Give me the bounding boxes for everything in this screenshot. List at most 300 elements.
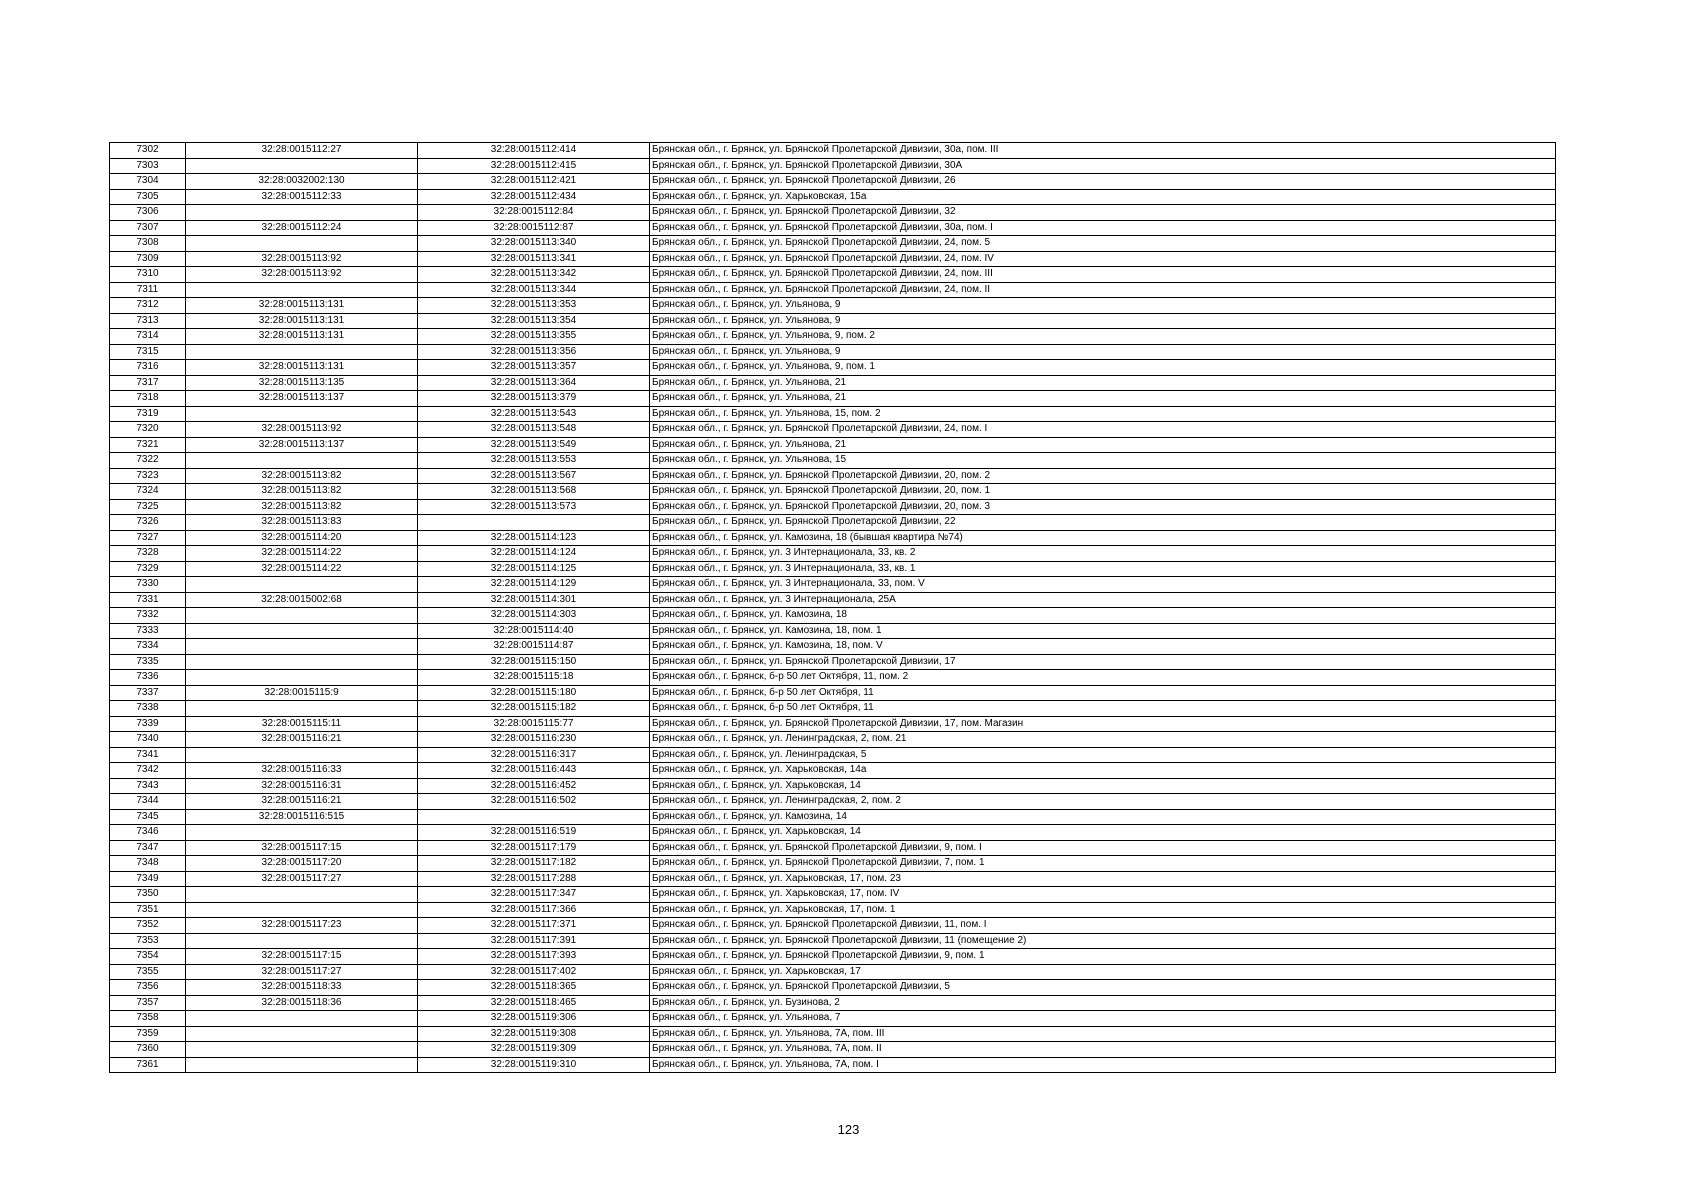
table-row	[110, 949, 1556, 965]
cell-address: Брянская обл., г. Брянск, ул. Ленинградская, 2, пом. 2	[650, 794, 1556, 810]
cell-new-cadastral-number: 32:28:0015118:365	[418, 980, 650, 996]
cell-address: Брянская обл., г. Брянск, ул. Харьковская, 17, пом. IV	[650, 887, 1556, 903]
cell-row-number: 7328	[110, 546, 186, 562]
table-row	[110, 964, 1556, 980]
cell-old-cadastral-number	[186, 282, 418, 298]
table-row	[110, 763, 1556, 779]
cell-old-cadastral-number: 32:28:0015114:20	[186, 530, 418, 546]
cell-old-cadastral-number: 32:28:0015116:515	[186, 809, 418, 825]
table-row	[110, 329, 1556, 345]
cell-new-cadastral-number: 32:28:0015113:357	[418, 360, 650, 376]
cell-row-number: 7321	[110, 437, 186, 453]
cell-new-cadastral-number: 32:28:0015118:465	[418, 995, 650, 1011]
table-row	[110, 1026, 1556, 1042]
cell-old-cadastral-number: 32:28:0015116:21	[186, 794, 418, 810]
table-row	[110, 778, 1556, 794]
cell-row-number: 7315	[110, 344, 186, 360]
cell-row-number: 7320	[110, 422, 186, 438]
cell-row-number: 7312	[110, 298, 186, 314]
cell-new-cadastral-number: 32:28:0015112:415	[418, 158, 650, 174]
cell-address: Брянская обл., г. Брянск, ул. Брянской Пролетарской Дивизии, 7, пом. 1	[650, 856, 1556, 872]
table-row	[110, 701, 1556, 717]
table-row	[110, 143, 1556, 159]
cell-address: Брянская обл., г. Брянск, ул. Брянской Пролетарской Дивизии, 24, пом. III	[650, 267, 1556, 283]
cell-old-cadastral-number: 32:28:0015113:92	[186, 251, 418, 267]
table-row	[110, 608, 1556, 624]
cell-row-number: 7332	[110, 608, 186, 624]
table-row	[110, 391, 1556, 407]
cell-new-cadastral-number: 32:28:0015117:402	[418, 964, 650, 980]
cell-row-number: 7349	[110, 871, 186, 887]
cell-new-cadastral-number: 32:28:0015112:84	[418, 205, 650, 221]
cell-row-number: 7348	[110, 856, 186, 872]
cell-row-number: 7302	[110, 143, 186, 159]
cell-row-number: 7357	[110, 995, 186, 1011]
table-row	[110, 484, 1556, 500]
cell-address: Брянская обл., г. Брянск, ул. Брянской Пролетарской Дивизии, 20, пом. 2	[650, 468, 1556, 484]
cell-new-cadastral-number: 32:28:0015119:310	[418, 1057, 650, 1073]
cell-new-cadastral-number: 32:28:0015117:366	[418, 902, 650, 918]
cell-new-cadastral-number	[418, 809, 650, 825]
cell-new-cadastral-number: 32:28:0015117:347	[418, 887, 650, 903]
cell-new-cadastral-number: 32:28:0015113:543	[418, 406, 650, 422]
cell-address: Брянская обл., г. Брянск, ул. Брянской Пролетарской Дивизии, 9, пом. 1	[650, 949, 1556, 965]
table-row	[110, 871, 1556, 887]
cell-new-cadastral-number: 32:28:0015113:364	[418, 375, 650, 391]
cell-old-cadastral-number: 32:28:0015113:135	[186, 375, 418, 391]
table-row	[110, 546, 1556, 562]
cell-old-cadastral-number	[186, 406, 418, 422]
table-row	[110, 375, 1556, 391]
cell-address: Брянская обл., г. Брянск, ул. Харьковская, 14	[650, 778, 1556, 794]
cell-row-number: 7359	[110, 1026, 186, 1042]
cell-old-cadastral-number: 32:28:0015116:31	[186, 778, 418, 794]
cell-address: Брянская обл., г. Брянск, ул. Харьковская, 14	[650, 825, 1556, 841]
table-row	[110, 809, 1556, 825]
cell-row-number: 7314	[110, 329, 186, 345]
cell-new-cadastral-number: 32:28:0015113:549	[418, 437, 650, 453]
cell-old-cadastral-number	[186, 608, 418, 624]
table-row	[110, 406, 1556, 422]
cell-row-number: 7327	[110, 530, 186, 546]
cell-new-cadastral-number: 32:28:0015114:40	[418, 623, 650, 639]
table-row	[110, 360, 1556, 376]
cell-new-cadastral-number: 32:28:0015112:87	[418, 220, 650, 236]
cell-new-cadastral-number: 32:28:0015113:344	[418, 282, 650, 298]
cell-row-number: 7361	[110, 1057, 186, 1073]
table-row	[110, 282, 1556, 298]
cell-old-cadastral-number	[186, 902, 418, 918]
cell-address: Брянская обл., г. Брянск, ул. Брянской Пролетарской Дивизии, 24, пом. IV	[650, 251, 1556, 267]
cell-new-cadastral-number: 32:28:0015117:288	[418, 871, 650, 887]
cell-old-cadastral-number: 32:28:0015113:137	[186, 437, 418, 453]
cell-old-cadastral-number: 32:28:0015117:20	[186, 856, 418, 872]
cell-new-cadastral-number: 32:28:0015119:308	[418, 1026, 650, 1042]
cell-old-cadastral-number: 32:28:0015112:33	[186, 189, 418, 205]
table-row	[110, 716, 1556, 732]
table-row	[110, 267, 1556, 283]
cell-old-cadastral-number	[186, 158, 418, 174]
cell-new-cadastral-number	[418, 515, 650, 531]
cell-address: Брянская обл., г. Брянск, ул. Брянской Пролетарской Дивизии, 11, пом. I	[650, 918, 1556, 934]
cell-address: Брянская обл., г. Брянск, ул. 3 Интернационала, 33, кв. 1	[650, 561, 1556, 577]
cell-new-cadastral-number: 32:28:0015119:309	[418, 1042, 650, 1058]
cell-old-cadastral-number	[186, 887, 418, 903]
cell-address: Брянская обл., г. Брянск, б-р 50 лет Октября, 11, пом. 2	[650, 670, 1556, 686]
cell-address: Брянская обл., г. Брянск, ул. Брянской Пролетарской Дивизии, 30а, пом. I	[650, 220, 1556, 236]
cell-new-cadastral-number: 32:28:0015113:340	[418, 236, 650, 252]
cell-new-cadastral-number: 32:28:0015113:568	[418, 484, 650, 500]
cell-row-number: 7325	[110, 499, 186, 515]
cell-old-cadastral-number	[186, 577, 418, 593]
cell-new-cadastral-number: 32:28:0015116:317	[418, 747, 650, 763]
cell-row-number: 7334	[110, 639, 186, 655]
table-row	[110, 499, 1556, 515]
cell-address: Брянская обл., г. Брянск, ул. Брянской Пролетарской Дивизии, 30А	[650, 158, 1556, 174]
cell-address: Брянская обл., г. Брянск, ул. Ульянова, 9	[650, 313, 1556, 329]
data-table	[109, 142, 1556, 1073]
cell-address: Брянская обл., г. Брянск, ул. Ульянова, 9, пом. 2	[650, 329, 1556, 345]
cell-address: Брянская обл., г. Брянск, ул. Брянской Пролетарской Дивизии, 9, пом. I	[650, 840, 1556, 856]
table-row	[110, 220, 1556, 236]
cell-new-cadastral-number: 32:28:0015113:341	[418, 251, 650, 267]
cell-new-cadastral-number: 32:28:0015119:306	[418, 1011, 650, 1027]
cell-new-cadastral-number: 32:28:0015113:342	[418, 267, 650, 283]
cell-old-cadastral-number: 32:28:0015114:22	[186, 561, 418, 577]
cell-new-cadastral-number: 32:28:0015113:355	[418, 329, 650, 345]
cell-address: Брянская обл., г. Брянск, ул. Ульянова, 7А, пом. III	[650, 1026, 1556, 1042]
cell-address: Брянская обл., г. Брянск, ул. 3 Интернационала, 33, пом. V	[650, 577, 1556, 593]
table-row	[110, 174, 1556, 190]
cell-address: Брянская обл., г. Брянск, ул. Брянской Пролетарской Дивизии, 17	[650, 654, 1556, 670]
cell-old-cadastral-number: 32:28:0015118:33	[186, 980, 418, 996]
cell-row-number: 7303	[110, 158, 186, 174]
table-row	[110, 840, 1556, 856]
cell-old-cadastral-number: 32:28:0015002:68	[186, 592, 418, 608]
cell-new-cadastral-number: 32:28:0015114:303	[418, 608, 650, 624]
table-row	[110, 794, 1556, 810]
cell-row-number: 7324	[110, 484, 186, 500]
cell-address: Брянская обл., г. Брянск, б-р 50 лет Октября, 11	[650, 701, 1556, 717]
cell-address: Брянская обл., г. Брянск, ул. Харьковская, 15а	[650, 189, 1556, 205]
table-body	[110, 143, 1556, 1073]
cell-old-cadastral-number: 32:28:0015117:27	[186, 871, 418, 887]
cell-new-cadastral-number: 32:28:0015113:379	[418, 391, 650, 407]
table-row	[110, 298, 1556, 314]
table-row	[110, 685, 1556, 701]
table-row	[110, 468, 1556, 484]
cell-old-cadastral-number: 32:28:0015117:23	[186, 918, 418, 934]
cell-address: Брянская обл., г. Брянск, ул. Ульянова, 9	[650, 344, 1556, 360]
cell-old-cadastral-number	[186, 701, 418, 717]
cell-old-cadastral-number: 32:28:0015115:9	[186, 685, 418, 701]
cell-address: Брянская обл., г. Брянск, ул. Ульянова, 9	[650, 298, 1556, 314]
table-row	[110, 422, 1556, 438]
cell-old-cadastral-number	[186, 825, 418, 841]
cell-row-number: 7329	[110, 561, 186, 577]
cell-address: Брянская обл., г. Брянск, ул. Брянской Пролетарской Дивизии, 26	[650, 174, 1556, 190]
cell-new-cadastral-number: 32:28:0015116:452	[418, 778, 650, 794]
cell-new-cadastral-number: 32:28:0015117:182	[418, 856, 650, 872]
table-row	[110, 980, 1556, 996]
cell-new-cadastral-number: 32:28:0015115:18	[418, 670, 650, 686]
cell-address: Брянская обл., г. Брянск, ул. Ульянова, 9, пом. 1	[650, 360, 1556, 376]
cell-address: Брянская обл., г. Брянск, ул. Харьковская, 14а	[650, 763, 1556, 779]
cell-old-cadastral-number	[186, 1026, 418, 1042]
cell-row-number: 7313	[110, 313, 186, 329]
cell-old-cadastral-number: 32:28:0015113:82	[186, 484, 418, 500]
cell-row-number: 7358	[110, 1011, 186, 1027]
table-row	[110, 251, 1556, 267]
cell-address: Брянская обл., г. Брянск, ул. Ульянова, 7	[650, 1011, 1556, 1027]
cell-row-number: 7338	[110, 701, 186, 717]
cell-new-cadastral-number: 32:28:0015116:502	[418, 794, 650, 810]
cell-new-cadastral-number: 32:28:0015117:371	[418, 918, 650, 934]
page-number: 123	[837, 1122, 860, 1137]
cell-new-cadastral-number: 32:28:0015112:414	[418, 143, 650, 159]
cell-address: Брянская обл., г. Брянск, ул. Ульянова, 21	[650, 391, 1556, 407]
table-row	[110, 747, 1556, 763]
cell-new-cadastral-number: 32:28:0015114:301	[418, 592, 650, 608]
table-row	[110, 453, 1556, 469]
cell-old-cadastral-number: 32:28:0015115:11	[186, 716, 418, 732]
cell-new-cadastral-number: 32:28:0015115:180	[418, 685, 650, 701]
table-row	[110, 344, 1556, 360]
table-row	[110, 205, 1556, 221]
table-row	[110, 995, 1556, 1011]
cell-row-number: 7352	[110, 918, 186, 934]
cell-address: Брянская обл., г. Брянск, ул. Харьковская, 17, пом. 1	[650, 902, 1556, 918]
table-row	[110, 902, 1556, 918]
cell-address: Брянская обл., г. Брянск, ул. Брянской Пролетарской Дивизии, 20, пом. 3	[650, 499, 1556, 515]
cell-old-cadastral-number	[186, 1011, 418, 1027]
cell-new-cadastral-number: 32:28:0015114:123	[418, 530, 650, 546]
table-row	[110, 577, 1556, 593]
cell-row-number: 7307	[110, 220, 186, 236]
table-row	[110, 1057, 1556, 1073]
cell-row-number: 7335	[110, 654, 186, 670]
cell-new-cadastral-number: 32:28:0015113:553	[418, 453, 650, 469]
cell-old-cadastral-number: 32:28:0015113:131	[186, 298, 418, 314]
cell-old-cadastral-number: 32:28:0015113:131	[186, 313, 418, 329]
table-row	[110, 623, 1556, 639]
cell-address: Брянская обл., г. Брянск, ул. Брянской Пролетарской Дивизии, 24, пом. II	[650, 282, 1556, 298]
cell-new-cadastral-number: 32:28:0015113:353	[418, 298, 650, 314]
cell-new-cadastral-number: 32:28:0015113:548	[418, 422, 650, 438]
cell-old-cadastral-number	[186, 670, 418, 686]
cell-new-cadastral-number: 32:28:0015117:393	[418, 949, 650, 965]
cell-new-cadastral-number: 32:28:0015113:356	[418, 344, 650, 360]
cell-address: Брянская обл., г. Брянск, ул. Брянской Пролетарской Дивизии, 17, пом. Магазин	[650, 716, 1556, 732]
cell-address: Брянская обл., г. Брянск, ул. 3 Интернационала, 33, кв. 2	[650, 546, 1556, 562]
cell-address: Брянская обл., г. Брянск, ул. Бузинова, 2	[650, 995, 1556, 1011]
cell-row-number: 7341	[110, 747, 186, 763]
cell-address: Брянская обл., г. Брянск, ул. Камозина, 18, пом. V	[650, 639, 1556, 655]
cell-old-cadastral-number: 32:28:0015113:92	[186, 267, 418, 283]
cell-old-cadastral-number: 32:28:0015116:33	[186, 763, 418, 779]
cell-row-number: 7305	[110, 189, 186, 205]
cell-row-number: 7344	[110, 794, 186, 810]
cell-row-number: 7326	[110, 515, 186, 531]
cell-row-number: 7350	[110, 887, 186, 903]
cell-old-cadastral-number: 32:28:0015117:27	[186, 964, 418, 980]
cell-address: Брянская обл., г. Брянск, ул. 3 Интернационала, 25А	[650, 592, 1556, 608]
cell-row-number: 7311	[110, 282, 186, 298]
table-row	[110, 732, 1556, 748]
cell-old-cadastral-number: 32:28:0015116:21	[186, 732, 418, 748]
cell-new-cadastral-number: 32:28:0015117:391	[418, 933, 650, 949]
cell-old-cadastral-number	[186, 1057, 418, 1073]
cell-row-number: 7319	[110, 406, 186, 422]
cell-address: Брянская обл., г. Брянск, ул. Харьковская, 17	[650, 964, 1556, 980]
cell-address: Брянская обл., г. Брянск, ул. Ульянова, 7А, пом. II	[650, 1042, 1556, 1058]
cell-row-number: 7353	[110, 933, 186, 949]
cell-new-cadastral-number: 32:28:0015115:182	[418, 701, 650, 717]
cell-old-cadastral-number: 32:28:0015113:82	[186, 468, 418, 484]
table-row	[110, 918, 1556, 934]
cell-row-number: 7342	[110, 763, 186, 779]
cell-old-cadastral-number: 32:28:0015113:83	[186, 515, 418, 531]
cell-address: Брянская обл., г. Брянск, ул. Брянской Пролетарской Дивизии, 5	[650, 980, 1556, 996]
cell-row-number: 7317	[110, 375, 186, 391]
cell-address: Брянская обл., г. Брянск, ул. Брянской Пролетарской Дивизии, 11 (помещение 2)	[650, 933, 1556, 949]
cell-address: Брянская обл., г. Брянск, ул. Ульянова, 21	[650, 437, 1556, 453]
cell-old-cadastral-number: 32:28:0015113:92	[186, 422, 418, 438]
cell-old-cadastral-number: 32:28:0015114:22	[186, 546, 418, 562]
cell-address: Брянская обл., г. Брянск, ул. Брянской Пролетарской Дивизии, 20, пом. 1	[650, 484, 1556, 500]
cell-old-cadastral-number: 32:28:0015113:82	[186, 499, 418, 515]
cell-row-number: 7322	[110, 453, 186, 469]
cell-new-cadastral-number: 32:28:0015116:230	[418, 732, 650, 748]
cell-address: Брянская обл., г. Брянск, ул. Брянской Пролетарской Дивизии, 24, пом. I	[650, 422, 1556, 438]
cell-row-number: 7340	[110, 732, 186, 748]
cell-old-cadastral-number	[186, 344, 418, 360]
table-row	[110, 592, 1556, 608]
cell-row-number: 7304	[110, 174, 186, 190]
cell-old-cadastral-number	[186, 933, 418, 949]
cell-new-cadastral-number: 32:28:0015114:125	[418, 561, 650, 577]
cell-new-cadastral-number: 32:28:0015116:519	[418, 825, 650, 841]
cell-address: Брянская обл., г. Брянск, ул. Камозина, 14	[650, 809, 1556, 825]
cell-row-number: 7356	[110, 980, 186, 996]
cell-old-cadastral-number: 32:28:0032002:130	[186, 174, 418, 190]
cell-old-cadastral-number	[186, 747, 418, 763]
cell-address: Брянская обл., г. Брянск, ул. Брянской Пролетарской Дивизии, 22	[650, 515, 1556, 531]
cell-new-cadastral-number: 32:28:0015117:179	[418, 840, 650, 856]
cell-address: Брянская обл., г. Брянск, ул. Ульянова, 21	[650, 375, 1556, 391]
table-row	[110, 670, 1556, 686]
cell-row-number: 7331	[110, 592, 186, 608]
cell-row-number: 7309	[110, 251, 186, 267]
cell-row-number: 7318	[110, 391, 186, 407]
cell-address: Брянская обл., г. Брянск, ул. Ульянова, 7А, пом. I	[650, 1057, 1556, 1073]
cell-address: Брянская обл., г. Брянск, ул. Ленинградская, 5	[650, 747, 1556, 763]
cell-address: Брянская обл., г. Брянск, ул. Ульянова, 15, пом. 2	[650, 406, 1556, 422]
cell-new-cadastral-number: 32:28:0015113:354	[418, 313, 650, 329]
cell-row-number: 7360	[110, 1042, 186, 1058]
cell-address: Брянская обл., г. Брянск, ул. Брянской Пролетарской Дивизии, 24, пом. 5	[650, 236, 1556, 252]
cell-address: Брянская обл., г. Брянск, ул. Камозина, 18	[650, 608, 1556, 624]
cell-new-cadastral-number: 32:28:0015112:421	[418, 174, 650, 190]
cell-new-cadastral-number: 32:28:0015114:87	[418, 639, 650, 655]
cell-old-cadastral-number: 32:28:0015113:137	[186, 391, 418, 407]
cell-old-cadastral-number: 32:28:0015118:36	[186, 995, 418, 1011]
cell-row-number: 7346	[110, 825, 186, 841]
table-row	[110, 1011, 1556, 1027]
cell-new-cadastral-number: 32:28:0015114:124	[418, 546, 650, 562]
cell-row-number: 7330	[110, 577, 186, 593]
cell-address: Брянская обл., г. Брянск, ул. Ульянова, 15	[650, 453, 1556, 469]
cell-old-cadastral-number: 32:28:0015113:131	[186, 329, 418, 345]
table-row	[110, 313, 1556, 329]
cell-row-number: 7333	[110, 623, 186, 639]
cell-old-cadastral-number	[186, 639, 418, 655]
cell-row-number: 7337	[110, 685, 186, 701]
cell-new-cadastral-number: 32:28:0015114:129	[418, 577, 650, 593]
cell-row-number: 7339	[110, 716, 186, 732]
cell-new-cadastral-number: 32:28:0015116:443	[418, 763, 650, 779]
cell-row-number: 7316	[110, 360, 186, 376]
cell-address: Брянская обл., г. Брянск, ул. Ленинградская, 2, пом. 21	[650, 732, 1556, 748]
cell-row-number: 7347	[110, 840, 186, 856]
cell-row-number: 7354	[110, 949, 186, 965]
cell-old-cadastral-number: 32:28:0015112:27	[186, 143, 418, 159]
table-row	[110, 236, 1556, 252]
cell-row-number: 7306	[110, 205, 186, 221]
cell-address: Брянская обл., г. Брянск, ул. Брянской Пролетарской Дивизии, 30а, пом. III	[650, 143, 1556, 159]
cell-new-cadastral-number: 32:28:0015115:77	[418, 716, 650, 732]
cell-address: Брянская обл., г. Брянск, б-р 50 лет Октября, 11	[650, 685, 1556, 701]
cell-old-cadastral-number: 32:28:0015112:24	[186, 220, 418, 236]
table-row	[110, 189, 1556, 205]
cell-old-cadastral-number: 32:28:0015117:15	[186, 840, 418, 856]
cell-row-number: 7336	[110, 670, 186, 686]
table-row	[110, 825, 1556, 841]
cell-row-number: 7355	[110, 964, 186, 980]
table-row	[110, 530, 1556, 546]
table-row	[110, 639, 1556, 655]
cell-old-cadastral-number	[186, 1042, 418, 1058]
table-row	[110, 1042, 1556, 1058]
cell-new-cadastral-number: 32:28:0015113:567	[418, 468, 650, 484]
table-row	[110, 933, 1556, 949]
cell-row-number: 7308	[110, 236, 186, 252]
table-row	[110, 437, 1556, 453]
cell-row-number: 7345	[110, 809, 186, 825]
cell-old-cadastral-number: 32:28:0015113:131	[186, 360, 418, 376]
table-row	[110, 887, 1556, 903]
cell-old-cadastral-number	[186, 623, 418, 639]
cell-old-cadastral-number	[186, 654, 418, 670]
cell-old-cadastral-number	[186, 236, 418, 252]
table-row	[110, 654, 1556, 670]
cell-old-cadastral-number: 32:28:0015117:15	[186, 949, 418, 965]
cell-new-cadastral-number: 32:28:0015112:434	[418, 189, 650, 205]
cell-row-number: 7343	[110, 778, 186, 794]
cell-row-number: 7323	[110, 468, 186, 484]
table-row	[110, 515, 1556, 531]
cell-row-number: 7310	[110, 267, 186, 283]
cell-old-cadastral-number	[186, 453, 418, 469]
cell-address: Брянская обл., г. Брянск, ул. Харьковская, 17, пом. 23	[650, 871, 1556, 887]
cell-new-cadastral-number: 32:28:0015113:573	[418, 499, 650, 515]
cell-address: Брянская обл., г. Брянск, ул. Брянской Пролетарской Дивизии, 32	[650, 205, 1556, 221]
cell-row-number: 7351	[110, 902, 186, 918]
cell-new-cadastral-number: 32:28:0015115:150	[418, 654, 650, 670]
cell-address: Брянская обл., г. Брянск, ул. Камозина, 18, пом. 1	[650, 623, 1556, 639]
table-row	[110, 158, 1556, 174]
cell-address: Брянская обл., г. Брянск, ул. Камозина, 18 (бывшая квартира №74)	[650, 530, 1556, 546]
